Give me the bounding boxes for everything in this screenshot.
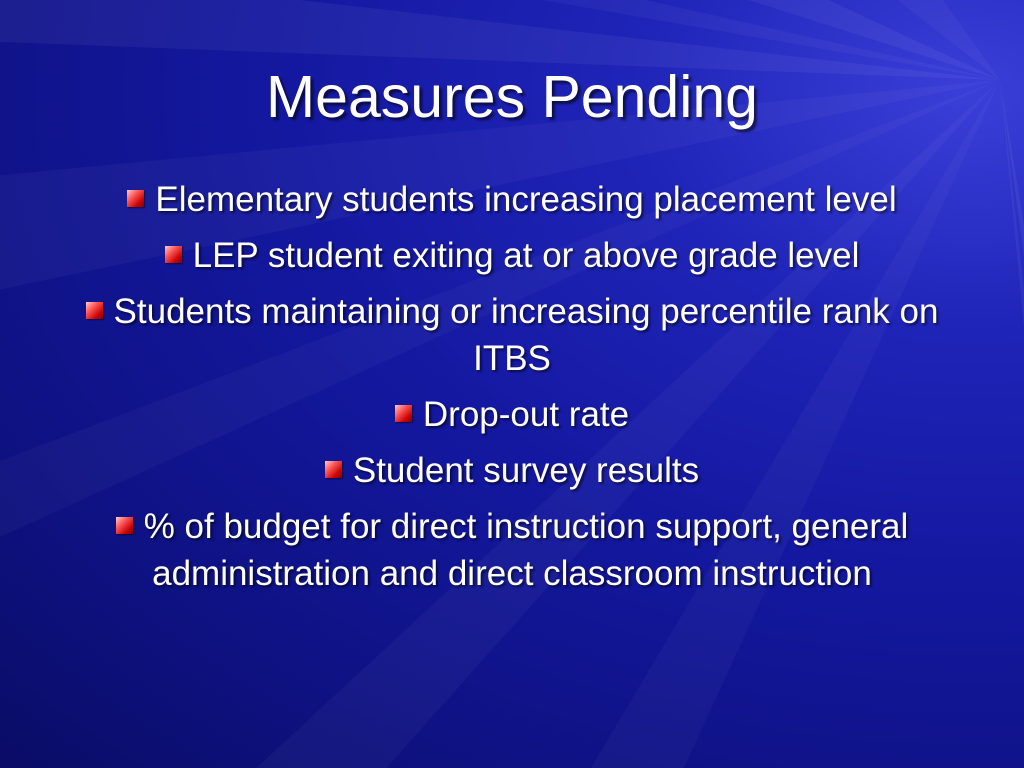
red-square-bullet-icon	[325, 461, 342, 478]
bullet-item	[60, 447, 964, 494]
red-square-bullet-icon	[395, 405, 412, 422]
bullet-item	[60, 503, 964, 597]
bullet-item	[60, 176, 964, 223]
slide-title: Measures Pending	[266, 64, 758, 130]
bullet-text: Students maintaining or increasing percentile rank on ITBS	[113, 292, 939, 378]
bullet-item	[60, 232, 964, 279]
red-square-bullet-icon	[165, 246, 182, 263]
bullet-text: % of budget for direct instruction support, general administration and direct classroom instruction	[143, 507, 909, 593]
bullet-list	[60, 176, 964, 606]
bullet-text: LEP student exiting at or above grade level	[192, 236, 860, 275]
red-square-bullet-icon	[127, 190, 144, 207]
bullet-text: Elementary students increasing placement level	[155, 180, 897, 219]
bullet-item	[60, 391, 964, 438]
red-square-bullet-icon	[86, 302, 103, 319]
bullet-text: Drop-out rate	[422, 395, 630, 434]
bullet-item	[60, 288, 964, 382]
red-square-bullet-icon	[116, 517, 133, 534]
bullet-text: Student survey results	[352, 451, 700, 490]
